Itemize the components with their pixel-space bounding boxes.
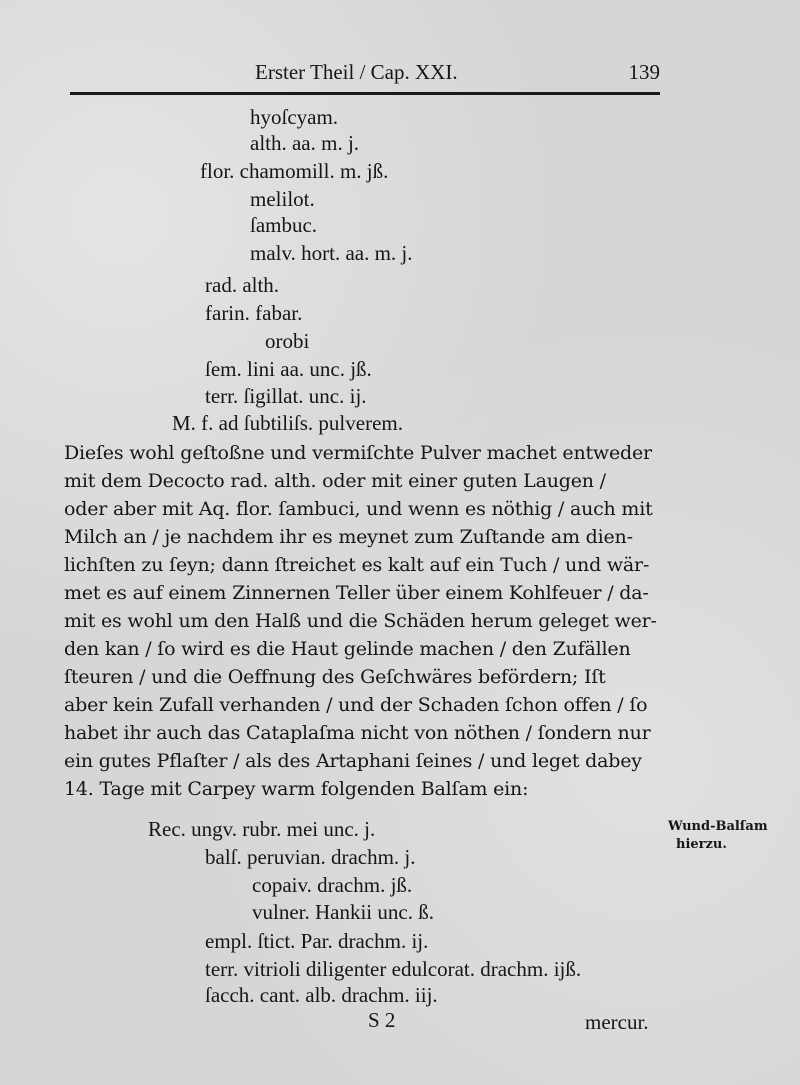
recipe-line: terr. vitrioli diligenter edulcorat. drachm. ijß. [205,957,582,981]
bleed-through [70,150,75,170]
header-rule [70,92,660,95]
margin-note-line: Wund-Balſam [668,819,768,834]
recipe-line: balſ. peruvian. drachm. j. [205,845,416,869]
paragraph-line: mit dem Decocto rad. alth. oder mit einer guten Laugen / [64,470,606,492]
recipe-line: farin. fabar. [205,301,303,325]
recipe-line: empl. ſtict. Par. drachm. ij. [205,929,429,953]
margin-note-line: hierzu. [676,837,727,852]
recipe-line: alth. aa. m. j. [250,131,360,155]
recipe-line: terr. ſigillat. unc. ij. [205,384,367,408]
paragraph-line: habet ihr auch das Cataplaſma nicht von nöthen / ſondern nur [64,722,651,744]
recipe-line: Rec. ungv. rubr. mei unc. j. [148,817,376,841]
catchword: mercur. [585,1010,649,1034]
paragraph-line: den kan / ſo wird es die Haut gelinde machen / den Zufällen [64,638,631,660]
recipe-line: M. f. ad ſubtiliſs. pulverem. [172,411,403,435]
paragraph-line: mit es wohl um den Halß und die Schäden herum geleget wer- [64,610,657,632]
paragraph-line: oder aber mit Aq. flor. ſambuci, und wenn es nöthig / auch mit [64,498,653,520]
running-header [70,58,660,92]
recipe-line: orobi [265,329,310,353]
recipe-line: hyoſcyam. [250,105,339,129]
recipe-line: flor. chamomill. m. jß. [200,159,389,183]
paragraph-line: ein gutes Pflaſter / als des Artaphani ſeines / und leget dabey [64,750,642,772]
recipe-line: vulner. Hankii unc. ß. [252,900,434,924]
signature-mark: S 2 [368,1008,396,1032]
recipe-line: copaiv. drachm. jß. [252,873,413,897]
paragraph-line: aber kein Zufall verhanden / und der Schaden ſchon offen / ſo [64,694,648,716]
page-number: 139 [628,60,660,84]
recipe-line: ſambuc. [250,213,318,237]
recipe-line: malv. hort. aa. m. j. [250,241,413,265]
paragraph-line: 14. Tage mit Carpey warm folgenden Balſam ein: [64,778,529,800]
paragraph-line: met es auf einem Zinnernen Teller über einem Kohlfeuer / da- [64,582,649,604]
paragraph-line: ſteuren / und die Oeffnung des Geſchwäres befördern; Iſt [64,666,606,688]
paragraph-line: lichſten zu ſeyn; dann ſtreichet es kalt auf ein Tuch / und wär- [64,554,650,576]
recipe-line: ſem. lini aa. unc. jß. [205,357,372,381]
recipe-line: rad. alth. [205,273,280,297]
recipe-line: melilot. [250,187,315,211]
paragraph-line: Dieſes wohl geſtoßne und vermiſchte Pulver machet entweder [64,442,652,464]
recipe-line: ſacch. cant. alb. drachm. iij. [205,983,438,1007]
paragraph-line: Milch an / je nachdem ihr es meynet zum Zuſtande am dien- [64,526,633,548]
header-title: Erster Theil / Cap. XXI. [255,60,458,84]
